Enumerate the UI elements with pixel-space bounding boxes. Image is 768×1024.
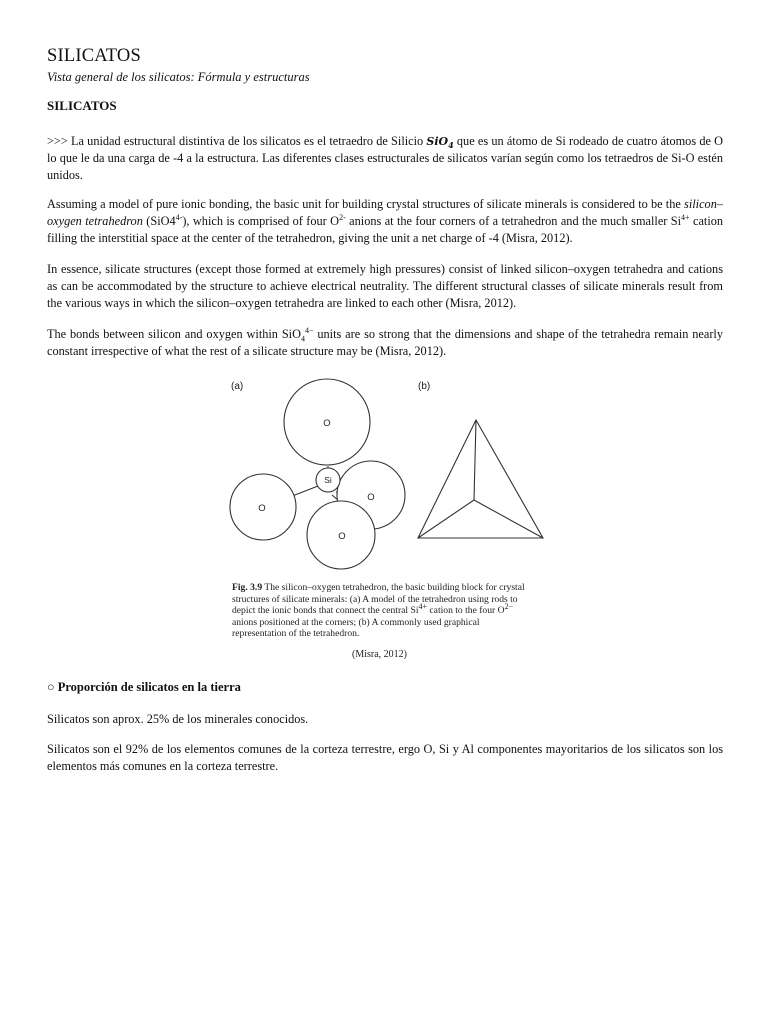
oxygen-label: O xyxy=(338,531,346,542)
document-subtitle: Vista general de los silicatos: Fórmula y estructuras xyxy=(47,70,310,84)
bullet-icon: ○ xyxy=(47,680,55,694)
paragraph-structures: In essence, silicate structures (except those formed at extremely high pressures) consist of linked silicon–oxygen tetrahedra and cations as can be accommodated by the structure to achieve electrical neutrality. The different structural classes of silicate minerals result from the various ways in which the silicon–oxygen tetrahedra are linked to each other (Misra, 2012). xyxy=(47,262,723,310)
paragraph-crust-elements: Silicatos son el 92% de los elementos comunes de la corteza terrestre, ergo O, Si y Al componentes mayoritarios de los silicatos son los elementos más comunes en la corteza terrestre. xyxy=(47,742,723,773)
paragraph-bonds: The bonds between silicon and oxygen within SiO$_4^{4-}$ units are so strong that the dimensions and shape of the tetrahedra remain nearly constant irrespective of what the rest of a silicate structure may be (Misra, 2012). xyxy=(47,325,723,358)
paragraph-percent-minerals: Silicatos son aprox. 25% de los minerales conocidos. xyxy=(47,712,309,726)
oxygen-label: O xyxy=(367,492,375,503)
paragraph-ionic-model: Assuming a model of pure ionic bonding, the basic unit for building crystal structures of silicate minerals is considered to be the silicon–oxygen tetrahedron $(SiO4^{4-})$, which is comprised of four $O^{2-}$ anions at the four corners of a tetrahedron and the much smaller $Si^{4+}$ cation filling the interstitial space at the center of the tetrahedron, giving the unit a net charge of -4 (Misra, 2012). xyxy=(47,197,724,245)
paragraph-text: que es un átomo de Si rodeado de cuatro átomos de O lo que le da una carga de -4 a la estructura. Las diferentes clases estructurales de silicatos varían según como los tetraedros de Si-O estén unidos. xyxy=(47,134,724,182)
figure-caption: Fig. 3.9 The silicon–oxygen tetrahedron, the basic building block for crystal structures of silicate minerals: (a) A model of the tetrahedron using rods to depict the ionic bonds that connect the central $Si^{4+}$ cation to the four $O^{2-}$ anions positioned at the corners; (b) A commonly used graphical representation of the tetrahedron. xyxy=(232,582,525,639)
paragraph-text: >>> La unidad estructural distintiva de los silicatos es el tetraedro de Silicio xyxy=(47,134,424,148)
document-title: SILICATOS xyxy=(47,46,141,66)
figure-number: Fig. 3.9 xyxy=(232,582,263,593)
silicon-label: Si xyxy=(324,475,332,485)
tetrahedron-graphic xyxy=(418,420,543,538)
section-heading-text: Proporción de silicatos en la tierra xyxy=(57,680,241,694)
figure-source: (Misra, 2012) xyxy=(352,649,407,660)
oxygen-label: O xyxy=(258,503,266,514)
figure-label-b: (b) xyxy=(418,381,431,392)
section-heading-silicatos: SILICATOS xyxy=(47,98,117,113)
formula-sio4: SiO$_4$ xyxy=(426,135,454,151)
term-tetrahedron: silicon–oxygen tetrahedron xyxy=(47,197,723,228)
paragraph-intro-es xyxy=(47,133,723,184)
section-heading-proporcion xyxy=(47,680,241,695)
figure-label-a: (a) xyxy=(231,381,244,392)
oxygen-label: O xyxy=(323,418,331,429)
